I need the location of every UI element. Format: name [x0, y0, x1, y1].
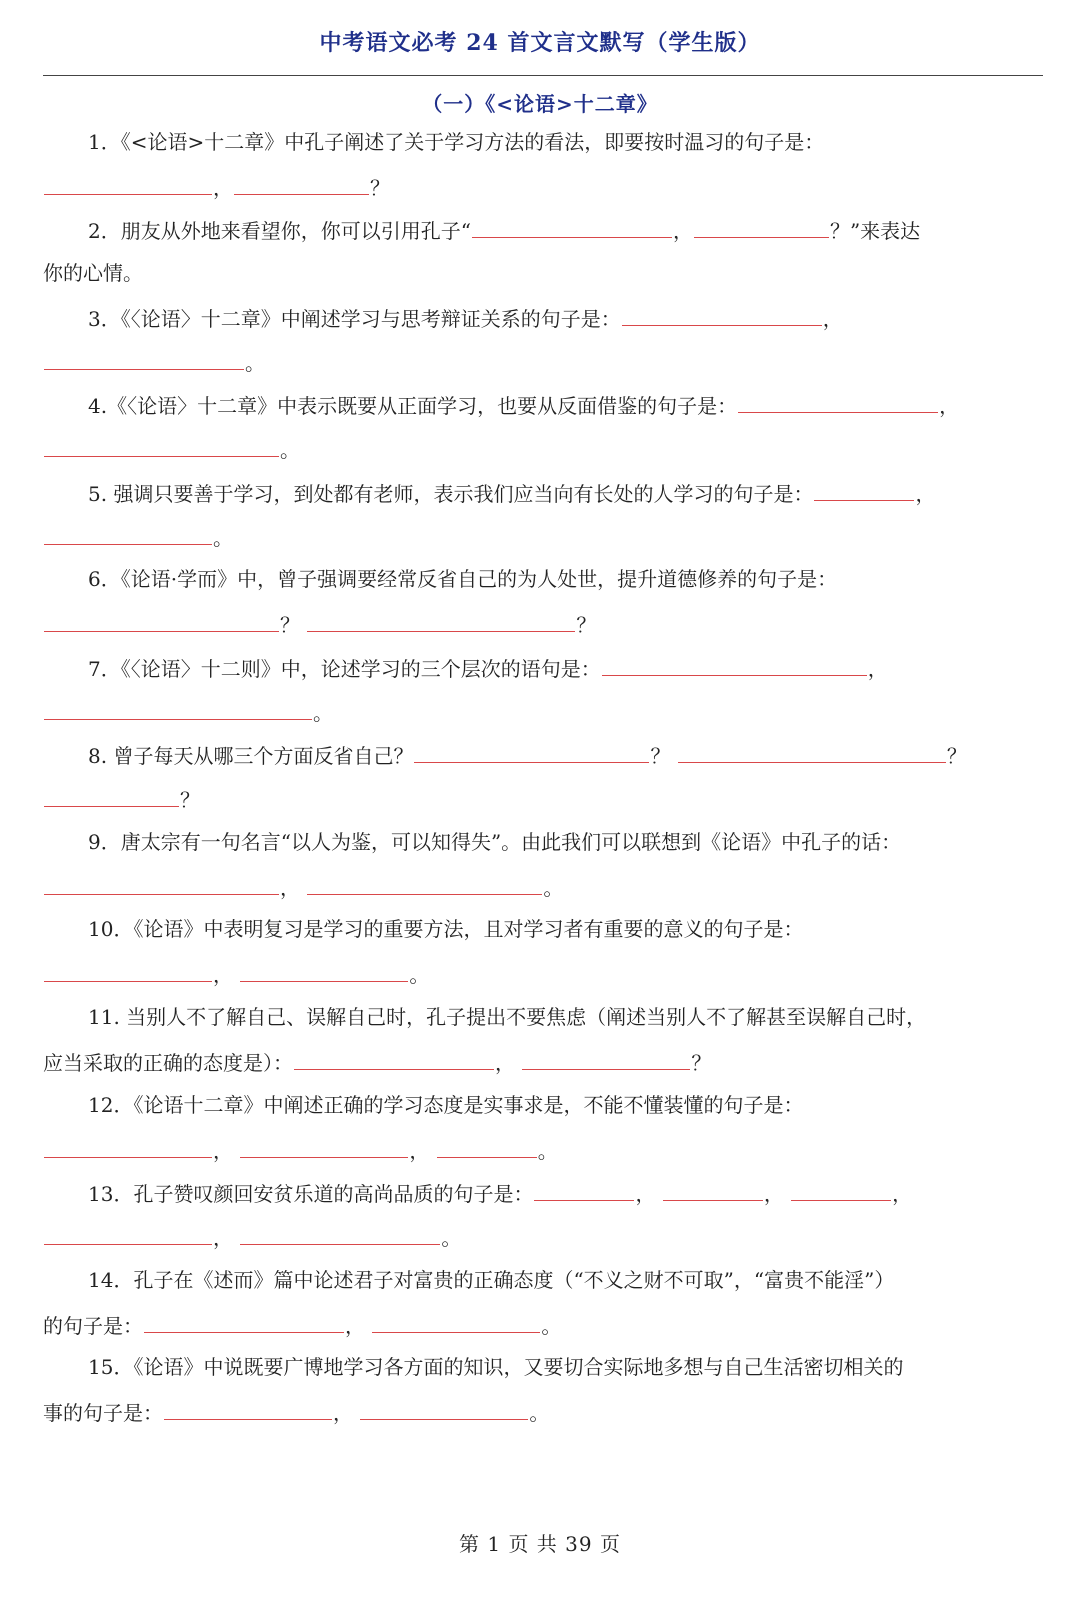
answer-blank[interactable]: [414, 732, 649, 763]
punctuation: ，: [635, 1182, 656, 1206]
question-1: [43, 120, 1043, 208]
punctuation: 。: [537, 1139, 558, 1163]
punctuation: 。: [245, 351, 265, 375]
answer-blank[interactable]: [360, 1389, 528, 1420]
punctuation: 。: [441, 1226, 462, 1250]
punctuation: ，: [280, 876, 300, 900]
question-text: 9．唐太宗有一句名言“以人为鉴，可以知得失”。由此我们可以联想到《论语》中孔子的话：: [88, 830, 902, 854]
question-2: [43, 207, 1043, 295]
answer-blank[interactable]: [44, 864, 279, 895]
question-text: 14．孔子在《述而》篇中论述君子对富贵的正确态度（“不义之财不可取”，“富贵不能淫”）: [88, 1268, 895, 1292]
question-9: [43, 820, 1043, 908]
question-text: 1．《<论语>十二章》中孔子阐述了关于学习方法的看法，即要按时温习的句子是：: [88, 130, 825, 154]
question-text: 12．《论语十二章》中阐述正确的学习态度是实事求是，不能不懂装懂的句子是：: [88, 1093, 804, 1117]
punctuation: ，: [213, 176, 233, 200]
question-text: 事的句子是：: [43, 1401, 163, 1425]
answer-blank[interactable]: [144, 1302, 344, 1333]
answer-blank[interactable]: [437, 1127, 537, 1158]
answer-blank[interactable]: [44, 164, 212, 195]
punctuation: ，: [763, 1182, 784, 1206]
header-divider: [43, 75, 1043, 76]
answer-blank[interactable]: [44, 776, 179, 807]
answer-blank[interactable]: [602, 645, 867, 676]
question-5: [43, 470, 1043, 558]
question-11: [43, 995, 1043, 1083]
question-12: [43, 1083, 1043, 1171]
question-text: 15．《论语》中说既要广博地学习各方面的知识，又要切合实际地多想与自己生活密切相关的: [88, 1355, 904, 1379]
punctuation: ，: [213, 1139, 233, 1163]
punctuation: ，: [409, 1139, 430, 1163]
answer-blank[interactable]: [44, 601, 279, 632]
answer-blank[interactable]: [44, 1127, 212, 1158]
punctuation: ？: [691, 1051, 712, 1075]
punctuation: ，: [915, 482, 936, 506]
punctuation: ？: [576, 613, 597, 637]
answer-blank[interactable]: [234, 164, 369, 195]
punctuation: 。: [280, 438, 300, 462]
answer-blank[interactable]: [294, 1039, 494, 1070]
punctuation: ，: [495, 1051, 515, 1075]
punctuation: ，: [333, 1401, 353, 1425]
punctuation: 。: [541, 1314, 562, 1338]
question-8: [43, 732, 1043, 820]
answer-blank[interactable]: [44, 689, 312, 720]
answer-blank[interactable]: [44, 951, 212, 982]
question-text: 10．《论语》中表明复习是学习的重要方法，且对学习者有重要的意义的句子是：: [88, 917, 804, 941]
question-text: 5. 强调只要善于学习，到处都有老师，表示我们应当向有长处的人学习的句子是：: [88, 482, 814, 506]
page-title: 中考语文必考 24 首文言文默写（学生版）: [319, 30, 761, 56]
question-text: ？”来表达: [829, 219, 921, 243]
punctuation: ，: [213, 1226, 233, 1250]
answer-blank[interactable]: [678, 732, 946, 763]
answer-blank[interactable]: [44, 426, 279, 457]
answer-blank[interactable]: [44, 339, 244, 370]
punctuation: ，: [892, 1182, 913, 1206]
answer-blank[interactable]: [372, 1302, 540, 1333]
answer-blank[interactable]: [307, 601, 575, 632]
question-text: 8. 曾子每天从哪三个方面反省自己？: [88, 744, 414, 768]
punctuation: ，: [867, 657, 888, 681]
answer-blank[interactable]: [738, 382, 938, 413]
answer-blank[interactable]: [164, 1389, 332, 1420]
answer-blank[interactable]: [240, 1127, 408, 1158]
answer-blank[interactable]: [791, 1170, 891, 1201]
question-text: 2．朋友从外地来看望你，你可以引用孔子“: [88, 219, 471, 243]
question-text: 应当采取的正确的态度是）：: [43, 1051, 293, 1075]
question-13: [43, 1170, 1043, 1258]
punctuation: 。: [529, 1401, 550, 1425]
answer-blank[interactable]: [534, 1170, 634, 1201]
punctuation: 。: [313, 701, 333, 725]
question-text: 7．《〈论语〉十二则》中，论述学习的三个层次的语句是：: [88, 657, 601, 681]
question-15: [43, 1345, 1043, 1433]
question-text: 6．《论语·学而》中，曾子强调要经常反省自己的为人处世，提升道德修养的句子是：: [88, 567, 838, 591]
section-title: （一）《<论语>十二章》: [422, 92, 658, 116]
question-text: 4.《〈论语〉十二章》中表示既要从正面学习，也要从反面借鉴的句子是：: [88, 394, 738, 418]
answer-blank[interactable]: [307, 864, 542, 895]
punctuation: ，: [672, 219, 693, 243]
answer-blank[interactable]: [694, 207, 829, 238]
question-text: 13．孔子赞叹颜回安贫乐道的高尚品质的句子是：: [88, 1182, 534, 1206]
answer-blank[interactable]: [240, 1214, 440, 1245]
question-text: 的句子是：: [43, 1314, 143, 1338]
answer-blank[interactable]: [44, 514, 212, 545]
punctuation: ，: [822, 307, 843, 331]
question-14: [43, 1258, 1043, 1346]
answer-blank[interactable]: [814, 470, 914, 501]
punctuation: ，: [345, 1314, 365, 1338]
punctuation: ，: [213, 963, 233, 987]
punctuation: 。: [213, 526, 233, 550]
punctuation: ？: [650, 744, 671, 768]
punctuation: ？: [280, 613, 300, 637]
question-6: [43, 557, 1043, 645]
question-4: [43, 382, 1043, 470]
punctuation: 。: [543, 876, 564, 900]
answer-blank[interactable]: [622, 295, 822, 326]
punctuation: ？: [370, 176, 390, 200]
answer-blank[interactable]: [44, 1214, 212, 1245]
question-text: 3．《〈论语〉十二章》中阐述学习与思考辩证关系的句子是：: [88, 307, 621, 331]
page-number: 第 1 页 共 39 页: [459, 1532, 621, 1556]
answer-blank[interactable]: [663, 1170, 763, 1201]
question-3: [43, 295, 1043, 383]
question-text: 11. 当别人不了解自己、误解自己时，孔子提出不要焦虑（阐述当别人不了解甚至误解自己时，: [88, 1005, 927, 1029]
punctuation: 。: [409, 963, 430, 987]
punctuation: ，: [939, 394, 960, 418]
punctuation: ？: [946, 744, 967, 768]
question-10: [43, 907, 1043, 995]
answer-blank[interactable]: [522, 1039, 690, 1070]
question-7: [43, 645, 1043, 733]
answer-blank[interactable]: [472, 207, 672, 238]
question-text: 你的心情。: [43, 261, 143, 285]
punctuation: ？: [180, 788, 200, 812]
answer-blank[interactable]: [240, 951, 408, 982]
